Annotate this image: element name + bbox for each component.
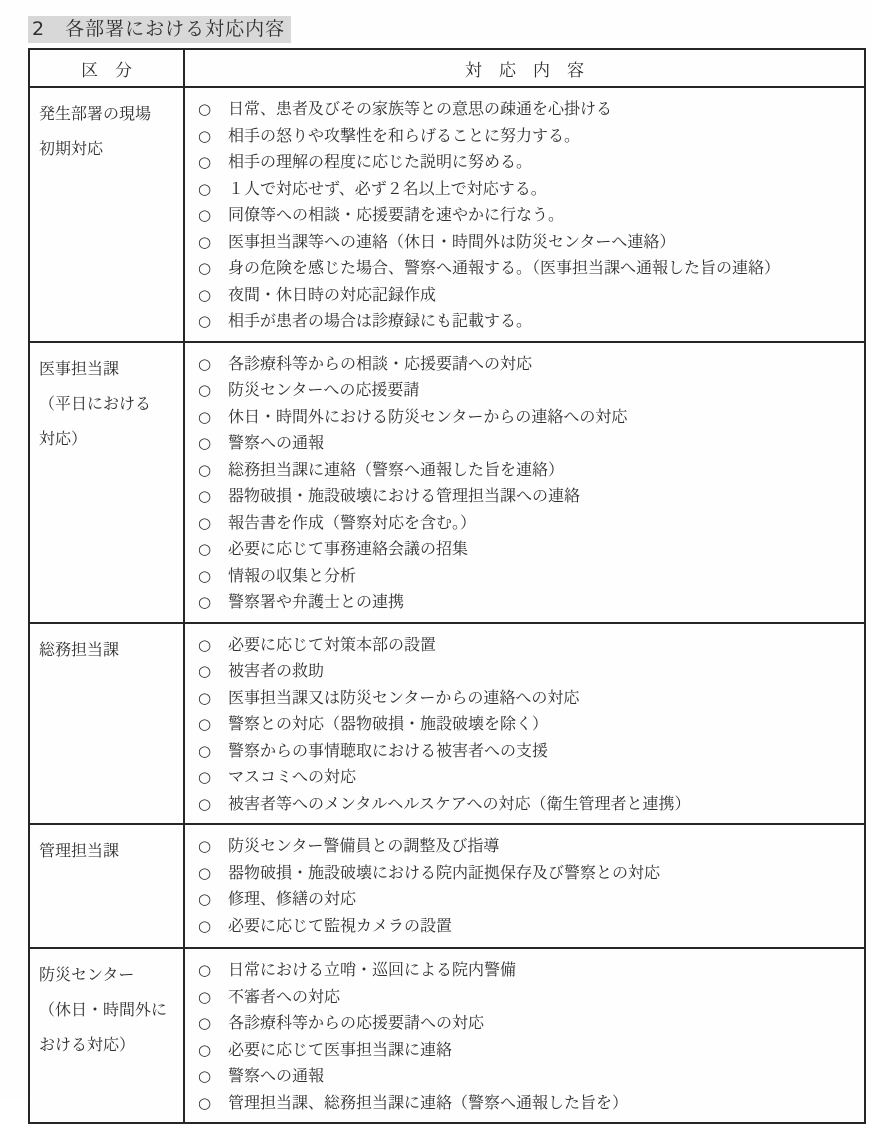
list-item xyxy=(198,457,858,484)
category-line: （休日・時間外に xyxy=(39,1000,168,1019)
table-header-row xyxy=(30,50,864,86)
list-item-text: 防災センター警備員との調整及び指導 xyxy=(228,836,500,855)
circle-bullet-icon: ○ xyxy=(198,126,212,145)
category-line: 総務担当課 xyxy=(39,639,120,659)
table-body xyxy=(30,86,864,1122)
list-item-text: 警察からの事情聴取における被害者への支援 xyxy=(228,740,549,760)
content-cell xyxy=(185,949,864,1122)
list-item xyxy=(198,1063,858,1090)
list-item-text: 必要に応じて監視カメラの設置 xyxy=(228,915,453,935)
content-cell xyxy=(185,343,864,622)
category-line: 発生部署の現場 xyxy=(39,104,152,123)
list-item xyxy=(198,886,858,913)
list-item xyxy=(198,957,858,984)
list-item xyxy=(198,430,858,457)
category-line: 対応） xyxy=(39,428,88,448)
header-category: 区 分 xyxy=(30,50,185,86)
circle-bullet-icon: ○ xyxy=(198,768,212,786)
list-item xyxy=(198,404,858,431)
list-item-text: 警察への通報 xyxy=(228,1066,325,1085)
list-item xyxy=(198,149,858,176)
list-item-text: 医事担当課等への連絡（休日・時間外は防災センターへ連絡） xyxy=(228,231,676,251)
circle-bullet-icon: ○ xyxy=(198,513,212,532)
list-item-text: 警察署や弁護士との連携 xyxy=(228,592,405,611)
circle-bullet-icon: ○ xyxy=(198,635,212,654)
circle-bullet-icon: ○ xyxy=(198,987,212,1006)
list-item-text: 警察との対応（器物破損・施設破壊を除く） xyxy=(228,714,549,733)
list-item xyxy=(198,483,858,510)
list-item xyxy=(198,308,858,335)
circle-bullet-icon: ○ xyxy=(198,1014,212,1032)
list-item xyxy=(198,377,858,404)
list-item-text: 情報の収集と分析 xyxy=(228,565,357,585)
circle-bullet-icon: ○ xyxy=(198,179,212,198)
list-item-text: 必要に応じて事務連絡会議の招集 xyxy=(228,539,469,558)
circle-bullet-icon: ○ xyxy=(198,1040,212,1059)
list-item-text: 相手の理解の程度に応じた説明に努める。 xyxy=(228,152,533,171)
response-table xyxy=(28,48,866,1124)
category-cell xyxy=(30,949,185,1122)
category-line: 管理担当課 xyxy=(39,841,120,860)
list-item-text: 報告書を作成（警察対応を含む。） xyxy=(228,512,477,532)
circle-bullet-icon: ○ xyxy=(198,741,212,760)
list-item-text: 防災センターへの応援要請 xyxy=(228,380,420,399)
list-item-text: 医事担当課又は防災センターからの連絡への対応 xyxy=(228,687,580,707)
list-item xyxy=(198,632,858,659)
circle-bullet-icon: ○ xyxy=(198,100,212,118)
list-item xyxy=(198,1037,858,1064)
table-row xyxy=(30,622,864,824)
category-cell xyxy=(30,624,185,824)
circle-bullet-icon: ○ xyxy=(198,354,212,373)
circle-bullet-icon: ○ xyxy=(198,715,212,733)
circle-bullet-icon: ○ xyxy=(198,232,212,251)
category-cell xyxy=(30,88,185,341)
list-item xyxy=(198,563,858,590)
list-item-text: 各診療科等からの応援要請への対応 xyxy=(228,1013,485,1032)
list-item-text: 器物破損・施設破壊における管理担当課への連絡 xyxy=(228,486,581,505)
list-item xyxy=(198,764,858,791)
list-item xyxy=(198,738,858,765)
list-item xyxy=(198,282,858,309)
circle-bullet-icon: ○ xyxy=(198,259,212,277)
list-item xyxy=(198,510,858,537)
list-item xyxy=(198,536,858,563)
category-line: おける対応） xyxy=(39,1035,136,1054)
table-row xyxy=(30,86,864,341)
table-row xyxy=(30,341,864,622)
category-line: 初期対応 xyxy=(39,139,104,158)
circle-bullet-icon: ○ xyxy=(198,407,212,426)
list-item-text: 警察への通報 xyxy=(228,433,325,452)
list-item-text: 必要に応じて対策本部の設置 xyxy=(228,634,437,654)
category-cell xyxy=(30,343,185,622)
circle-bullet-icon: ○ xyxy=(198,688,212,707)
category-line: （平日における xyxy=(39,393,152,413)
circle-bullet-icon: ○ xyxy=(198,863,212,882)
list-item-text: 夜間・休日時の対応記録作成 xyxy=(228,284,437,304)
list-item xyxy=(198,255,858,282)
circle-bullet-icon: ○ xyxy=(198,487,212,505)
circle-bullet-icon: ○ xyxy=(198,153,212,171)
list-item xyxy=(198,984,858,1011)
list-item-text: 修理、修繕の対応 xyxy=(228,889,357,908)
table-row xyxy=(30,947,864,1122)
circle-bullet-icon: ○ xyxy=(198,593,212,611)
list-item xyxy=(198,123,858,150)
content-cell xyxy=(185,88,864,341)
list-item xyxy=(198,860,858,887)
circle-bullet-icon: ○ xyxy=(198,312,212,330)
list-item xyxy=(198,685,858,712)
list-item-text: 相手が患者の場合は診療録にも記載する。 xyxy=(228,311,533,330)
list-item-text: 日常における立哨・巡回による院内警備 xyxy=(228,960,517,979)
table-row xyxy=(30,823,864,947)
header-content: 対 応 内 容 xyxy=(465,60,584,81)
list-item xyxy=(198,176,858,203)
circle-bullet-icon: ○ xyxy=(198,1093,212,1112)
circle-bullet-icon: ○ xyxy=(198,381,212,399)
list-item xyxy=(198,1010,858,1037)
circle-bullet-icon: ○ xyxy=(198,1067,212,1085)
list-item-text: １人で対応せず、必ず２名以上で対応する。 xyxy=(228,178,547,198)
list-item-text: 総務担当課に連絡（警察へ通報した旨を連絡） xyxy=(228,459,565,479)
content-cell xyxy=(185,624,864,824)
list-item-text: 身の危険を感じた場合、警察へ通報する。（医事担当課へ通報した旨の連絡） xyxy=(228,258,781,277)
list-item-text: 休日・時間外における防災センターからの連絡への対応 xyxy=(228,406,628,426)
list-item-text: 日常、患者及びその家族等との意思の疎通を心掛ける xyxy=(228,99,613,118)
page-title: 2 各部署における対応内容 xyxy=(28,16,291,43)
list-item-text: 不審者への対応 xyxy=(228,986,341,1006)
list-item-text: 管理担当課、総務担当課に連絡（警察へ通報した旨を） xyxy=(228,1092,629,1112)
list-item-text: マスコミへの対応 xyxy=(228,767,357,786)
list-item-text: 被害者の救助 xyxy=(228,661,325,680)
circle-bullet-icon: ○ xyxy=(198,916,212,935)
circle-bullet-icon: ○ xyxy=(198,540,212,558)
list-item xyxy=(198,202,858,229)
category-cell xyxy=(30,825,185,947)
circle-bullet-icon: ○ xyxy=(198,890,212,908)
list-item-text: 各診療科等からの相談・応援要請への対応 xyxy=(228,353,533,373)
circle-bullet-icon: ○ xyxy=(198,206,212,224)
list-item xyxy=(198,1090,858,1117)
list-item-text: 必要に応じて医事担当課に連絡 xyxy=(228,1039,453,1059)
category-line: 防災センター xyxy=(39,965,135,984)
category-line: 医事担当課 xyxy=(39,358,120,378)
circle-bullet-icon: ○ xyxy=(198,837,212,855)
list-item-text: 被害者等へのメンタルヘルスケアへの対応（衛生管理者と連携） xyxy=(228,793,691,813)
content-cell xyxy=(185,825,864,947)
circle-bullet-icon: ○ xyxy=(198,794,212,813)
list-item xyxy=(198,229,858,256)
circle-bullet-icon: ○ xyxy=(198,566,212,585)
list-item xyxy=(198,913,858,940)
circle-bullet-icon: ○ xyxy=(198,434,212,452)
list-item-text: 器物破損・施設破壊における院内証拠保存及び警察との対応 xyxy=(228,862,661,882)
list-item xyxy=(198,833,858,860)
list-item xyxy=(198,791,858,818)
circle-bullet-icon: ○ xyxy=(198,662,212,680)
list-item xyxy=(198,589,858,616)
circle-bullet-icon: ○ xyxy=(198,460,212,479)
list-item xyxy=(198,96,858,123)
circle-bullet-icon: ○ xyxy=(198,285,212,304)
list-item xyxy=(198,658,858,685)
list-item xyxy=(198,351,858,378)
circle-bullet-icon: ○ xyxy=(198,961,212,979)
list-item-text: 相手の怒りや攻撃性を和らげることに努力する。 xyxy=(228,125,581,145)
list-item-text: 同僚等への相談・応援要請を速やかに行なう。 xyxy=(228,205,565,224)
list-item xyxy=(198,711,858,738)
